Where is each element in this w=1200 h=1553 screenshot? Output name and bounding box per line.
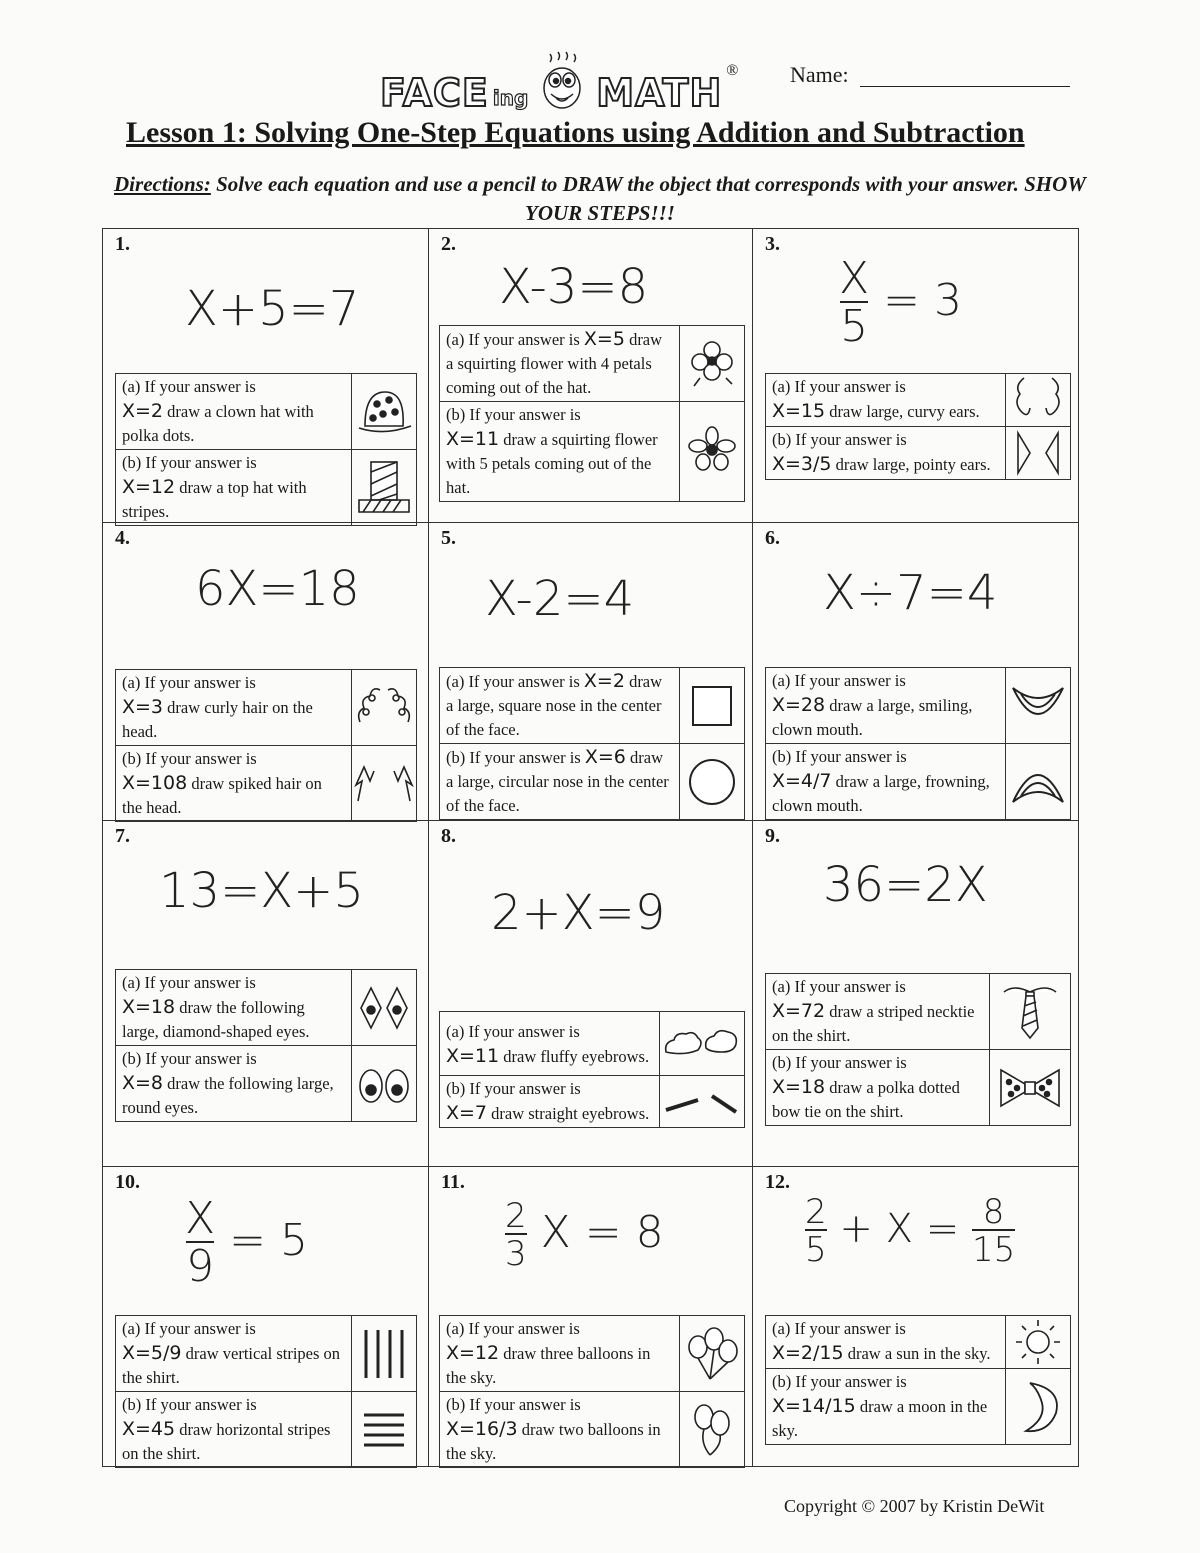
option-a: (a) If your answer is X=5/9 draw vertical stripes on the shirt. xyxy=(116,1316,416,1391)
option-b: (b) If your answer is X=6 draw a large, circular nose in the center of the face. xyxy=(440,743,744,819)
problem-1 xyxy=(103,229,429,523)
answer-value: X=5/9 xyxy=(122,1342,182,1364)
option-b: (b) If your answer is X=14/15 draw a moon in the sky. xyxy=(766,1368,1070,1444)
option-b: (b) If your answer is X=4/7 draw a large, frowning, clown mouth. xyxy=(766,743,1070,819)
problem-number: 9. xyxy=(765,825,780,847)
option-b: (b) If your answer is X=108 draw spiked hair on the head. xyxy=(116,745,416,821)
answer-value: X=2 xyxy=(583,670,625,692)
answer-value: X=72 xyxy=(772,1000,826,1022)
fluffy-eyebrows-icon xyxy=(662,1024,742,1064)
answer-options xyxy=(115,969,417,1122)
problem-7 xyxy=(103,821,429,1167)
option-b: (b) If your answer is X=12 draw a top hat with stripes. xyxy=(116,449,416,525)
option-a: (a) If your answer is X=12 draw three balloons in the sky. xyxy=(440,1316,744,1391)
answer-value: X=6 xyxy=(584,746,626,768)
directions-text: Solve each equation and use a pencil to DRAW the object that corresponds with your answer. SHOW YOUR STEPS!!! xyxy=(216,172,1086,225)
option-a: (a) If your answer is X=3 draw curly hair on the head. xyxy=(116,670,416,745)
option-a: (a) If your answer is X=2/15 draw a sun in the sky. xyxy=(766,1316,1070,1368)
name-label: Name: xyxy=(790,62,849,87)
answer-options xyxy=(439,1011,745,1128)
problem-number: 7. xyxy=(115,825,130,847)
equation: 36=2X xyxy=(823,857,988,913)
equation: $\frac{2}{5}$ + X = $\frac{8}{15}$ xyxy=(805,1192,1016,1270)
equation: 2+X=9 xyxy=(491,885,666,941)
problem-11 xyxy=(429,1167,753,1467)
problem-number: 11. xyxy=(441,1171,465,1193)
logo-math-text: MATH xyxy=(596,71,723,115)
equation: X-2=4 xyxy=(485,571,635,627)
answer-value: X=18 xyxy=(772,1076,826,1098)
problem-10 xyxy=(103,1167,429,1467)
answer-value: X=2 xyxy=(122,400,164,422)
option-a: (a) If your answer is X=18 draw the following large, diamond-shaped eyes. xyxy=(116,970,416,1045)
answer-value: X=11 xyxy=(446,1045,500,1067)
option-b: (b) If your answer is X=7 draw straight eyebrows. xyxy=(440,1075,744,1127)
equation: $\frac{X}{5}$ = 3 xyxy=(839,253,963,352)
circular-nose-icon xyxy=(685,755,739,809)
answer-options xyxy=(765,973,1071,1126)
problem-number: 12. xyxy=(765,1171,790,1193)
facing-math-logo xyxy=(380,52,739,115)
answer-options xyxy=(115,373,417,526)
square-nose-icon xyxy=(686,680,738,732)
equation: X÷7=4 xyxy=(823,565,998,621)
problem-9 xyxy=(753,821,1079,1167)
option-b: (b) If your answer is X=18 draw a polka dotted bow tie on the shirt. xyxy=(766,1049,1070,1125)
option-a: (a) If your answer is X=15 draw large, curvy ears. xyxy=(766,374,1070,426)
option-b: (b) If your answer is X=8 draw the following large, round eyes. xyxy=(116,1045,416,1121)
smiling-mouth-icon xyxy=(1009,680,1067,732)
answer-options xyxy=(439,667,745,820)
answer-value: X=4/7 xyxy=(772,770,832,792)
answer-value: X=2/15 xyxy=(772,1342,844,1364)
curvy-ears-icon xyxy=(1008,374,1068,426)
directions xyxy=(110,170,1090,228)
striped-necktie-icon xyxy=(1000,982,1060,1042)
answer-options xyxy=(765,373,1071,480)
problem-number: 4. xyxy=(115,527,130,549)
answer-value: X=16/3 xyxy=(446,1418,518,1440)
fraction: $\frac{2}{3}$ xyxy=(505,1196,527,1274)
option-a: (a) If your answer is X=28 draw a large, smiling, clown mouth. xyxy=(766,668,1070,743)
problem-3 xyxy=(753,229,1079,523)
four-petal-flower-icon xyxy=(686,338,738,390)
problem-number: 10. xyxy=(115,1171,140,1193)
polka-bow-tie-icon xyxy=(997,1064,1063,1112)
copyright: Copyright © 2007 by Kristin DeWit xyxy=(784,1496,1045,1516)
vertical-stripes-icon xyxy=(358,1326,410,1382)
option-b: (b) If your answer is X=16/3 draw two balloons in the sky. xyxy=(440,1391,744,1467)
option-b: (b) If your answer is X=11 draw a squirting flower with 5 petals coming out of the hat. xyxy=(440,401,744,501)
straight-eyebrows-icon xyxy=(662,1082,742,1122)
problem-2 xyxy=(429,229,753,523)
cartoon-face-icon xyxy=(532,50,592,112)
fraction: $\frac{2}{5}$ xyxy=(805,1192,827,1270)
problem-number: 8. xyxy=(441,825,456,847)
problem-12 xyxy=(753,1167,1079,1467)
fraction: $\frac{X}{9}$ xyxy=(185,1193,216,1292)
answer-options xyxy=(115,1315,417,1468)
problem-number: 5. xyxy=(441,527,456,549)
answer-value: X=11 xyxy=(446,428,500,450)
five-petal-flower-icon xyxy=(686,426,738,478)
option-a: (a) If your answer is X=2 draw a large, square nose in the center of the face. xyxy=(440,668,744,743)
answer-value: X=7 xyxy=(446,1102,488,1124)
option-a: (a) If your answer is X=11 draw fluffy eyebrows. xyxy=(440,1012,744,1075)
equation: X+5=7 xyxy=(185,281,360,337)
answer-options xyxy=(765,667,1071,820)
answer-value: X=14/15 xyxy=(772,1395,856,1417)
problem-8 xyxy=(429,821,753,1167)
fraction: $\frac{8}{15}$ xyxy=(971,1192,1016,1270)
answer-value: X=3/5 xyxy=(772,453,832,475)
option-b: (b) If your answer is X=45 draw horizontal stripes on the shirt. xyxy=(116,1391,416,1467)
three-balloons-icon xyxy=(684,1325,740,1383)
round-eyes-icon xyxy=(355,1058,413,1110)
problem-number: 1. xyxy=(115,233,130,255)
equation: 6X=18 xyxy=(195,561,360,617)
problem-grid xyxy=(102,228,1079,1467)
answer-value: X=108 xyxy=(122,772,188,794)
option-a: (a) If your answer is X=2 draw a clown hat with polka dots. xyxy=(116,374,416,449)
moon-icon xyxy=(1012,1379,1064,1435)
answer-value: X=15 xyxy=(772,400,826,422)
problem-5 xyxy=(429,523,753,821)
curly-hair-icon xyxy=(354,682,414,734)
equation: $\frac{2}{3}$ X = 8 xyxy=(505,1196,664,1274)
sun-icon xyxy=(1010,1316,1066,1368)
equation: 13=X+5 xyxy=(159,863,364,919)
pointy-ears-icon xyxy=(1008,427,1068,479)
lesson-title: Lesson 1: Solving One-Step Equations using Addition and Subtraction xyxy=(126,116,1025,149)
option-b: (b) If your answer is X=3/5 draw large, pointy ears. xyxy=(766,426,1070,479)
problem-4 xyxy=(103,523,429,821)
answer-value: X=18 xyxy=(122,996,176,1018)
problem-number: 3. xyxy=(765,233,780,255)
answer-options xyxy=(115,669,417,822)
name-field[interactable] xyxy=(860,86,1070,87)
diamond-eyes-icon xyxy=(355,982,413,1034)
registered-mark: ® xyxy=(726,62,739,79)
spiked-hair-icon xyxy=(354,759,414,809)
polka-dot-hat-icon xyxy=(355,386,413,438)
frowning-mouth-icon xyxy=(1009,756,1067,808)
directions-label: Directions: xyxy=(114,172,211,196)
answer-value: X=12 xyxy=(122,476,176,498)
equation: X-3=8 xyxy=(499,259,649,315)
answer-value: X=5 xyxy=(583,328,625,350)
striped-top-hat-icon xyxy=(355,458,413,518)
problem-6 xyxy=(753,523,1079,821)
answer-value: X=12 xyxy=(446,1342,500,1364)
problem-number: 2. xyxy=(441,233,456,255)
option-a: (a) If your answer is X=5 draw a squirting flower with 4 petals coming out of the hat. xyxy=(440,326,744,401)
logo-ing-text: ing xyxy=(492,86,529,110)
answer-value: X=3 xyxy=(122,696,164,718)
answer-options xyxy=(439,325,745,502)
logo-face-text: FACE xyxy=(380,71,489,115)
problem-number: 6. xyxy=(765,527,780,549)
answer-value: X=45 xyxy=(122,1418,176,1440)
two-balloons-icon xyxy=(684,1401,740,1459)
answer-value: X=8 xyxy=(122,1072,164,1094)
horizontal-stripes-icon xyxy=(358,1405,410,1455)
fraction: $\frac{X}{5}$ xyxy=(839,253,870,352)
answer-options xyxy=(439,1315,745,1468)
equation: $\frac{X}{9}$ = 5 xyxy=(185,1193,309,1292)
option-a: (a) If your answer is X=72 draw a striped necktie on the shirt. xyxy=(766,974,1070,1049)
answer-options xyxy=(765,1315,1071,1445)
answer-value: X=28 xyxy=(772,694,826,716)
